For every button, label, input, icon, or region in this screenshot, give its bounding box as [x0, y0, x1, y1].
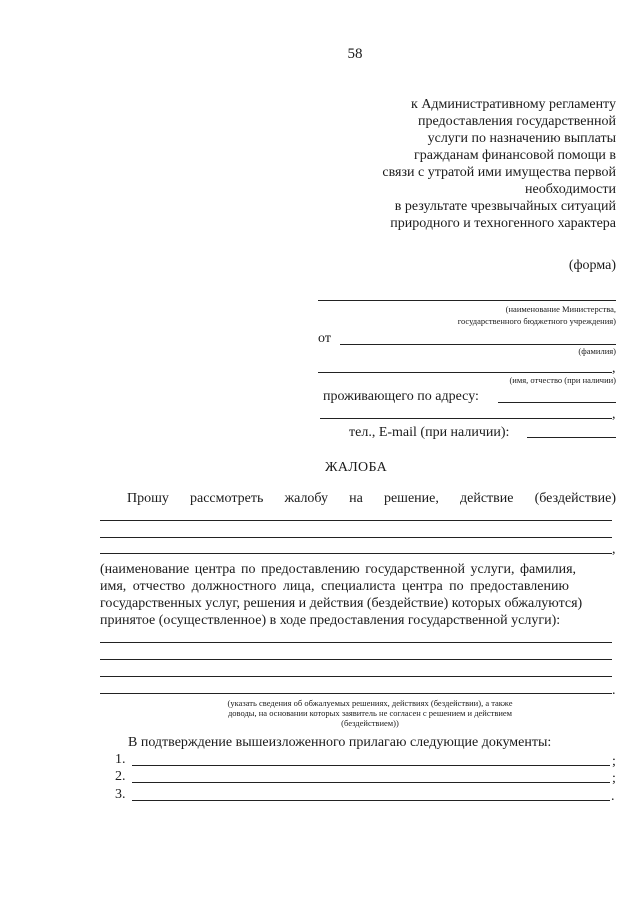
recipient-hint-2: государственного бюджетного учреждения) — [457, 316, 616, 326]
comma: , — [612, 407, 616, 422]
attachment-end: . — [611, 789, 615, 804]
name-hint: (имя, отчество (при наличии) — [509, 375, 616, 385]
name-line[interactable] — [318, 372, 612, 373]
annex-line: связи с утратой ими имущества первой — [382, 165, 616, 180]
address-line-1[interactable] — [498, 402, 616, 403]
annex-block — [300, 96, 616, 232]
phone-line[interactable] — [527, 437, 616, 438]
annex-line: необходимости — [524, 182, 616, 197]
annex-line: в результате чрезвычайных ситуаций — [394, 199, 616, 214]
description-block — [100, 561, 620, 629]
phone-label: тел., E-mail (при наличии): — [349, 425, 510, 440]
request-word: Прошу — [127, 491, 169, 506]
address-line-2[interactable] — [320, 418, 612, 419]
request-word: действие — [459, 491, 514, 506]
description-line: имя, отчество должностного лица, специалиста центра по предоставлению — [100, 579, 569, 594]
note-line: (бездействием)) — [341, 718, 399, 728]
from-label: от — [318, 331, 331, 346]
attachment-number: 3. — [115, 787, 126, 802]
request-word: решение, — [383, 491, 439, 506]
attachment-line[interactable] — [132, 765, 610, 766]
attachment-line[interactable] — [132, 800, 610, 801]
description-line: государственных услуг, решения и действия (бездействие) которых обжалуются) — [100, 596, 583, 611]
complaint-line[interactable] — [100, 537, 612, 538]
surname-line[interactable] — [340, 344, 616, 345]
attachment-end: ; — [612, 754, 616, 769]
request-word: (бездействие) — [534, 491, 616, 506]
request-word: рассмотреть — [190, 491, 264, 506]
page-number: 58 — [347, 46, 363, 62]
details-line[interactable] — [100, 693, 612, 694]
details-line[interactable] — [100, 676, 612, 677]
annex-line: гражданам финансовой помощи в — [414, 148, 616, 163]
complaint-line[interactable] — [100, 553, 612, 554]
request-line — [127, 490, 616, 507]
annex-line: к Административному регламенту — [411, 97, 616, 112]
attachment-end: ; — [612, 771, 616, 786]
attachment-line[interactable] — [132, 782, 610, 783]
annex-line: природного и техногенного характера — [390, 216, 616, 231]
description-line: (наименование центра по предоставлению государственной услуги, фамилия, — [100, 562, 577, 577]
annex-line: услуги по назначению выплаты — [427, 131, 616, 146]
address-label: проживающего по адресу: — [323, 389, 479, 404]
attachment-number: 1. — [115, 752, 126, 767]
details-line[interactable] — [100, 642, 612, 643]
note-line: (указать сведения об обжалуемых решениях, действиях (бездействии), а также — [227, 698, 513, 708]
complaint-line[interactable] — [100, 520, 612, 521]
comma: , — [612, 361, 616, 376]
comma: , — [612, 542, 616, 557]
attachments-intro: В подтверждение вышеизложенного прилагаю следующие документы: — [128, 735, 552, 750]
note-line: доводы, на основании которых заявитель не согласен с решением и действием — [227, 708, 513, 718]
description-line: принятое (осуществленное) в ходе предоставления государственной услуги): — [100, 613, 561, 628]
dot: . — [612, 683, 616, 698]
recipient-hint-1: (наименование Министерства, — [505, 304, 616, 314]
surname-hint: (фамилия) — [578, 346, 616, 356]
document-title: ЖАЛОБА — [325, 460, 388, 475]
form-label: (форма) — [568, 258, 616, 273]
details-line[interactable] — [100, 659, 612, 660]
annex-line: предоставления государственной — [417, 114, 616, 129]
note-block — [130, 698, 610, 728]
recipient-name-line[interactable] — [318, 300, 616, 301]
attachment-number: 2. — [115, 769, 126, 784]
request-word: на — [349, 491, 363, 506]
request-word: жалобу — [284, 491, 329, 506]
